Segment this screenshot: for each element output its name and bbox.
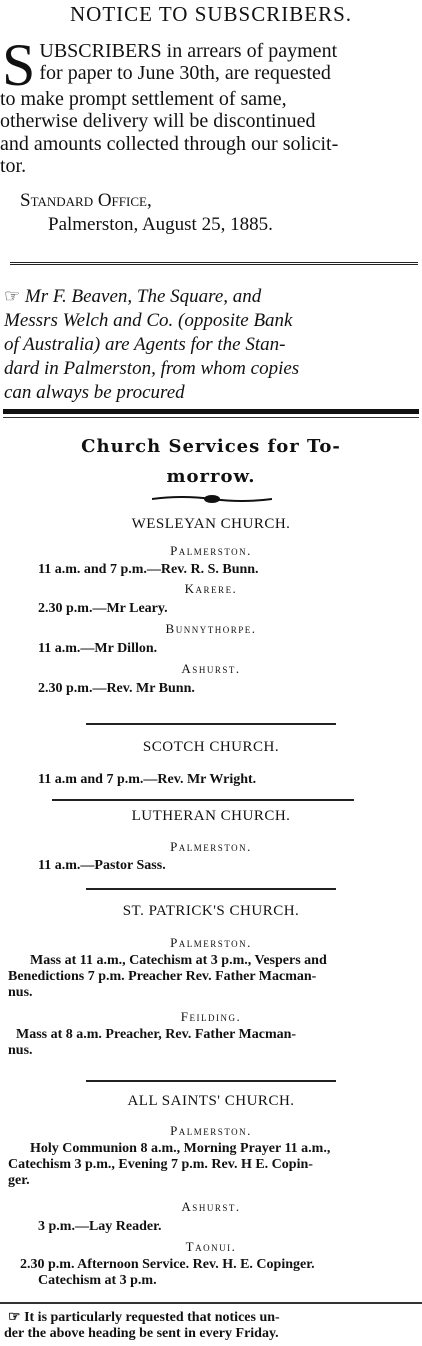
place-name: Palmerston.	[170, 935, 252, 950]
place-name: Palmerston.	[170, 839, 252, 854]
drop-cap: S	[2, 32, 36, 98]
service-time: Benedictions 7 p.m. Preacher Rev. Father Macman-	[8, 969, 317, 984]
church-name: ST. PATRICK'S CHURCH.	[122, 903, 300, 919]
lutheran-section	[0, 806, 422, 876]
service-time: 2.30 p.m.—Mr Leary.	[38, 601, 168, 616]
notice-line: tor.	[0, 154, 27, 177]
church-name: ALL SAINTS' CHURCH.	[127, 1093, 295, 1109]
service-time: Mass at 8 a.m. Preacher, Rev. Father Macman-	[16, 1027, 297, 1042]
service-time: 2.30 p.m. Afternoon Service. Rev. H. E. Copinger.	[20, 1257, 315, 1272]
agents-line: Mr F. Beaven, The Square, and	[24, 286, 262, 307]
office-signature: Standard Office,	[20, 190, 152, 211]
notice-line: UBSCRIBERS in arrears of payment	[39, 40, 338, 62]
place-name: Palmerston.	[170, 543, 252, 558]
service-time: 11 a.m and 7 p.m.—Rev. Mr Wright.	[38, 772, 257, 787]
service-time: Catechism 3 p.m., Evening 7 p.m. Rev. H E. Copin-	[8, 1157, 313, 1172]
notice-title: NOTICE TO SUBSCRIBERS.	[69, 2, 353, 26]
footer-divider	[0, 1302, 422, 1304]
church-name: SCOTCH CHURCH.	[142, 739, 280, 755]
notice-line: to make prompt settlement of same,	[0, 88, 287, 110]
notice-line: otherwise delivery will be discontinued	[0, 110, 316, 133]
service-time: Holy Communion 8 a.m., Morning Prayer 11 a.m.,	[30, 1141, 331, 1156]
service-time: 11 a.m.—Pastor Sass.	[38, 858, 166, 873]
section-divider	[10, 262, 418, 265]
scotch-section	[0, 737, 422, 791]
service-time: nus.	[8, 985, 33, 1000]
service-time: 11 a.m.—Mr Dillon.	[38, 641, 158, 656]
thick-divider	[3, 409, 419, 414]
services-heading-line: morrow.	[166, 466, 256, 487]
short-divider	[52, 799, 354, 801]
thin-divider	[3, 417, 419, 418]
place-name: Ashurst.	[181, 1199, 241, 1214]
place-name: Taonui.	[185, 1239, 237, 1254]
short-divider	[86, 723, 336, 725]
notice-line: and amounts collected through our solicit-	[0, 132, 339, 155]
ornament-divider	[152, 493, 272, 505]
service-time: 2.30 p.m.—Rev. Mr Bunn.	[38, 681, 195, 696]
place-name: Bunnythorpe.	[165, 621, 257, 636]
all-saints-section	[0, 1091, 422, 1289]
agents-notice	[4, 284, 418, 405]
pointing-hand-icon: ☞	[8, 1310, 21, 1325]
place-name: Ashurst.	[181, 661, 241, 676]
church-name: LUTHERAN CHURCH.	[131, 808, 291, 824]
service-time: ger.	[8, 1173, 30, 1188]
st-patricks-section	[0, 901, 422, 1059]
short-divider	[86, 1080, 336, 1082]
service-time: Mass at 11 a.m., Catechism at 3 p.m., Vespers and	[30, 953, 327, 968]
place-name: Palmerston.	[170, 1123, 252, 1138]
footer-notice	[4, 1310, 418, 1342]
footer-line: It is particularly requested that notices un-	[24, 1310, 280, 1325]
notice-paragraph	[0, 32, 422, 177]
service-time: Catechism at 3 p.m.	[38, 1273, 157, 1288]
notice-line: for paper to June 30th, are requested	[39, 62, 331, 85]
wesleyan-section	[0, 514, 422, 700]
pointing-hand-icon: ☞	[4, 286, 21, 306]
agents-line: of Australia) are Agents for the Stan-	[4, 334, 286, 355]
place-name: Feilding.	[180, 1009, 242, 1024]
agents-line: dard in Palmerston, from whom copies	[4, 358, 300, 379]
service-time: 3 p.m.—Lay Reader.	[38, 1219, 162, 1234]
services-heading	[0, 432, 422, 492]
church-name: WESLEYAN CHURCH.	[131, 516, 291, 532]
footer-line: der the above heading be sent in every Friday.	[4, 1326, 279, 1341]
agents-line: can always be procured	[4, 382, 185, 403]
place-name: Karere.	[184, 581, 238, 596]
services-heading-line: Church Services for To-	[81, 436, 341, 457]
place-date: Palmerston, August 25, 1885.	[48, 214, 273, 235]
service-time: nus.	[8, 1043, 33, 1058]
service-time: 11 a.m. and 7 p.m.—Rev. R. S. Bunn.	[38, 562, 259, 577]
agents-line: Messrs Welch and Co. (opposite Bank	[4, 310, 293, 331]
short-divider	[86, 888, 336, 890]
